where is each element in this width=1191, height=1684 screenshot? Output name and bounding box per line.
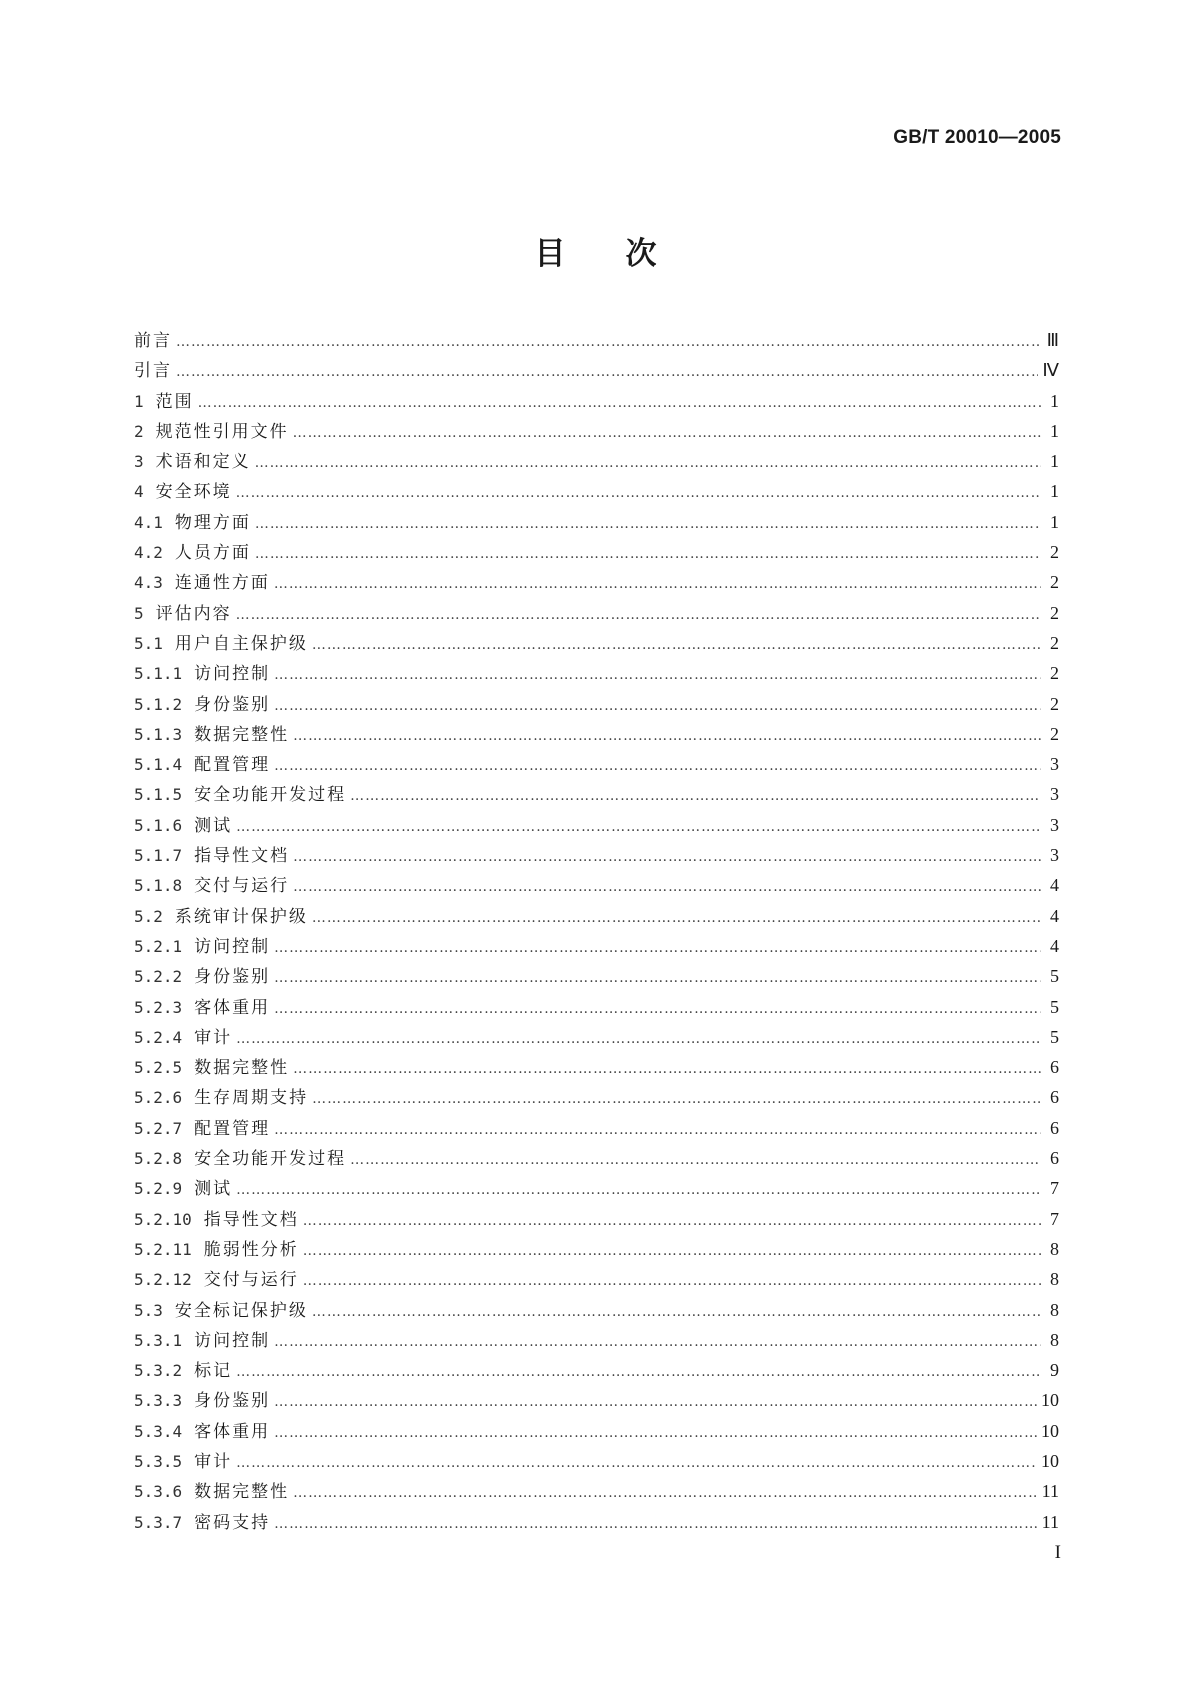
toc-dot-leader [293, 1478, 1037, 1508]
toc-entry-page: 4 [1050, 935, 1059, 956]
toc-entry-number: 5.3.2 [134, 1361, 183, 1381]
toc-entry-page: 1 [1050, 511, 1059, 532]
toc-entry-page: 4 [1050, 905, 1059, 926]
toc-entry-page: 7 [1050, 1208, 1059, 1229]
toc-entry[interactable] [134, 1204, 1059, 1234]
toc-dot-leader [274, 1418, 1037, 1448]
toc-dot-leader [303, 1206, 1041, 1236]
toc-entry[interactable] [134, 476, 1059, 506]
toc-entry-number: 5.1.2 [134, 694, 183, 714]
toc-dot-leader [255, 509, 1041, 539]
toc-entry[interactable] [134, 1446, 1059, 1476]
toc-dot-leader [274, 963, 1041, 993]
toc-entry-number: 5.2.8 [134, 1149, 183, 1169]
toc-dot-leader [255, 448, 1041, 478]
toc-entry-label: 数据完整性 [194, 1058, 290, 1079]
toc-entry[interactable] [134, 537, 1059, 567]
toc-entry-page: 8 [1050, 1238, 1059, 1259]
toc-entry-label: 物理方面 [174, 512, 251, 533]
toc-entry-number: 5.2.7 [134, 1118, 183, 1138]
toc-entry-page: 5 [1050, 966, 1059, 987]
toc-entry-number: 4.2 [134, 543, 163, 563]
toc-entry-label: 密码支持 [194, 1512, 271, 1533]
toc-entry-number: 5.1 [134, 633, 163, 653]
page-folio: I [1054, 1542, 1061, 1563]
toc-entry-number: 5.2.5 [134, 1058, 183, 1078]
toc-entry-page: 1 [1050, 451, 1059, 472]
toc-entry-number: 5.2.11 [134, 1239, 192, 1259]
toc-entry-page: 6 [1050, 1057, 1059, 1078]
toc-dot-leader [198, 388, 1041, 418]
toc-entry[interactable] [134, 1507, 1059, 1537]
toc-entry[interactable] [134, 1295, 1059, 1325]
toc-entry-page: 10 [1041, 1390, 1059, 1411]
toc-entry-label: 配置管理 [194, 755, 271, 776]
toc-entry-page: 2 [1050, 572, 1059, 593]
toc-dot-leader [274, 1115, 1041, 1145]
toc-dot-leader [176, 327, 1041, 357]
toc-entry-label: 系统审计保护级 [174, 906, 308, 927]
toc-entry[interactable] [134, 1173, 1059, 1203]
toc-dot-leader [236, 1024, 1041, 1054]
toc-dot-leader [303, 1236, 1041, 1266]
toc-dot-leader [236, 600, 1041, 630]
toc-entry-page: 10 [1041, 1420, 1059, 1441]
toc-dot-leader [293, 842, 1041, 872]
toc-dot-leader [293, 1054, 1041, 1084]
toc-entry-page: Ⅲ [1046, 330, 1059, 350]
toc-entry[interactable] [134, 1022, 1059, 1052]
toc-entry[interactable] [134, 1052, 1059, 1082]
toc-entry-label: 客体重用 [194, 1421, 271, 1442]
toc-dot-leader [274, 751, 1041, 781]
toc-entry-number: 5.1.1 [134, 664, 183, 684]
toc-entry[interactable] [134, 810, 1059, 840]
toc-dot-leader [312, 903, 1041, 933]
toc-dot-leader [303, 1266, 1041, 1296]
toc-entry-number: 5.2.4 [134, 1027, 183, 1047]
toc-entry[interactable] [134, 1325, 1059, 1355]
toc-dot-leader [293, 872, 1041, 902]
toc-entry-label: 审计 [194, 1451, 233, 1472]
toc-entry-label: 数据完整性 [194, 724, 290, 745]
toc-entry-label: 交付与运行 [194, 876, 290, 897]
toc-entry-page: 7 [1050, 1178, 1059, 1199]
toc-entry-page: 2 [1050, 693, 1059, 714]
toc-dot-leader [274, 1327, 1041, 1357]
toc-entry-number: 5.3.6 [134, 1482, 183, 1502]
toc-entry-label: 安全标记保护级 [174, 1300, 308, 1321]
toc-entry-page: 2 [1050, 723, 1059, 744]
toc-entry[interactable] [134, 446, 1059, 476]
toc-dot-leader [274, 1387, 1037, 1417]
table-of-contents [134, 325, 1059, 1537]
toc-entry-label: 审计 [194, 1027, 233, 1048]
toc-entry-number: 5.3.1 [134, 1330, 183, 1350]
toc-entry-label: 术语和定义 [155, 452, 251, 473]
toc-dot-leader [255, 539, 1041, 569]
toc-entry-label: 安全功能开发过程 [194, 1149, 347, 1170]
toc-entry[interactable] [134, 840, 1059, 870]
toc-entry-page: 4 [1050, 875, 1059, 896]
toc-entry-number: 5.1.7 [134, 846, 183, 866]
toc-entry-label: 用户自主保护级 [174, 633, 308, 654]
toc-entry-label: 引言 [134, 361, 172, 382]
toc-entry-page: 1 [1050, 481, 1059, 502]
toc-entry-page: 8 [1050, 1299, 1059, 1320]
toc-entry-label: 前言 [134, 331, 172, 351]
toc-entry-label: 指导性文档 [203, 1209, 299, 1230]
toc-entry-number: 5 [134, 603, 144, 623]
toc-entry[interactable] [134, 992, 1059, 1022]
toc-entry-label: 脆弱性分析 [203, 1239, 299, 1260]
toc-entry-label: 访问控制 [194, 936, 271, 957]
toc-entry-number: 5.2 [134, 906, 163, 926]
toc-entry[interactable] [134, 1476, 1059, 1506]
toc-dot-leader [350, 781, 1041, 811]
toc-entry[interactable] [134, 1143, 1059, 1173]
page-title: 目次 [534, 236, 717, 272]
toc-dot-leader [312, 1297, 1041, 1327]
toc-entry-number: 5.2.10 [134, 1209, 192, 1229]
toc-entry-label: 客体重用 [194, 997, 271, 1018]
toc-entry-page: 2 [1050, 542, 1059, 563]
toc-dot-leader [236, 1448, 1037, 1478]
toc-entry-label: 标记 [194, 1361, 233, 1382]
toc-entry-page: 1 [1050, 420, 1059, 441]
toc-entry-number: 5.3.7 [134, 1512, 183, 1532]
toc-entry-label: 范围 [155, 391, 194, 412]
toc-entry-number: 5.1.4 [134, 755, 183, 775]
toc-entry-number: 5.3.3 [134, 1391, 183, 1411]
toc-entry-label: 身份鉴别 [194, 1391, 271, 1412]
toc-dot-leader [236, 478, 1041, 508]
toc-dot-leader [236, 1357, 1041, 1387]
toc-entry-number: 5.3.4 [134, 1421, 183, 1441]
toc-dot-leader [350, 1145, 1041, 1175]
toc-entry-label: 安全环境 [155, 482, 232, 503]
toc-entry[interactable] [134, 901, 1059, 931]
toc-entry-page: Ⅳ [1042, 360, 1059, 381]
toc-entry-page: 3 [1050, 784, 1059, 805]
toc-dot-leader [236, 1175, 1041, 1205]
toc-entry[interactable] [134, 658, 1059, 688]
toc-entry-page: 11 [1041, 1511, 1059, 1532]
toc-entry[interactable] [134, 1355, 1059, 1385]
toc-entry-page: 2 [1050, 663, 1059, 684]
toc-dot-leader [274, 994, 1041, 1024]
toc-entry-page: 5 [1050, 996, 1059, 1017]
toc-entry[interactable] [134, 1113, 1059, 1143]
toc-entry[interactable] [134, 961, 1059, 991]
toc-entry-number: 5.1.5 [134, 785, 183, 805]
toc-entry[interactable] [134, 355, 1059, 385]
standard-code: GB/T 20010—2005 [893, 127, 1061, 148]
toc-entry-page: 3 [1050, 814, 1059, 835]
toc-entry-label: 评估内容 [155, 603, 232, 624]
toc-entry-number: 4.1 [134, 512, 163, 532]
toc-entry-page: 11 [1041, 1481, 1059, 1502]
toc-entry[interactable] [134, 416, 1059, 446]
toc-entry-label: 身份鉴别 [194, 967, 271, 988]
toc-entry[interactable] [134, 779, 1059, 809]
toc-entry-number: 5.2.9 [134, 1179, 183, 1199]
toc-entry-number: 5.2.3 [134, 997, 183, 1017]
toc-entry[interactable] [134, 1385, 1059, 1415]
toc-dot-leader [274, 569, 1041, 599]
toc-entry[interactable] [134, 628, 1059, 658]
toc-entry-page: 6 [1050, 1148, 1059, 1169]
toc-entry-number: 5.2.6 [134, 1088, 183, 1108]
toc-entry-page: 1 [1050, 390, 1059, 411]
toc-entry-page: 3 [1050, 845, 1059, 866]
toc-entry[interactable] [134, 567, 1059, 597]
toc-entry[interactable] [134, 1264, 1059, 1294]
toc-dot-leader [293, 418, 1041, 448]
toc-entry[interactable] [134, 719, 1059, 749]
toc-entry-label: 安全功能开发过程 [194, 785, 347, 806]
toc-dot-leader [274, 933, 1041, 963]
toc-entry-label: 测试 [194, 815, 233, 836]
toc-entry-label: 访问控制 [194, 1330, 271, 1351]
toc-dot-leader [293, 721, 1041, 751]
toc-entry-number: 1 [134, 391, 144, 411]
toc-entry-number: 4 [134, 482, 144, 502]
toc-entry-number: 2 [134, 421, 144, 441]
toc-entry-number: 5.1.6 [134, 815, 183, 835]
toc-dot-leader [274, 1509, 1037, 1539]
toc-entry-label: 连通性方面 [174, 573, 270, 594]
toc-entry-label: 访问控制 [194, 664, 271, 685]
toc-entry[interactable] [134, 325, 1059, 355]
toc-entry-label: 指导性文档 [194, 846, 290, 867]
toc-entry[interactable] [134, 1082, 1059, 1112]
toc-entry-page: 8 [1050, 1329, 1059, 1350]
toc-dot-leader [176, 357, 1038, 387]
toc-entry[interactable] [134, 1234, 1059, 1264]
toc-dot-leader [274, 691, 1041, 721]
toc-entry-label: 配置管理 [194, 1118, 271, 1139]
toc-entry-label: 数据完整性 [194, 1482, 290, 1503]
toc-entry[interactable] [134, 507, 1059, 537]
toc-entry-number: 5.2.2 [134, 967, 183, 987]
toc-entry[interactable] [134, 598, 1059, 628]
toc-entry[interactable] [134, 1416, 1059, 1446]
toc-entry-label: 身份鉴别 [194, 694, 271, 715]
toc-entry-label: 生存周期支持 [194, 1088, 309, 1109]
toc-dot-leader [236, 812, 1041, 842]
toc-entry-number: 5.3 [134, 1300, 163, 1320]
toc-entry-label: 规范性引用文件 [155, 421, 289, 442]
toc-entry[interactable] [134, 386, 1059, 416]
toc-entry[interactable] [134, 689, 1059, 719]
toc-entry-number: 5.2.12 [134, 1270, 192, 1290]
toc-entry-page: 3 [1050, 754, 1059, 775]
toc-entry-number: 5.1.3 [134, 724, 183, 744]
toc-entry-page: 10 [1041, 1450, 1059, 1471]
toc-entry-number: 5.1.8 [134, 876, 183, 896]
toc-entry-number: 5.3.5 [134, 1451, 183, 1471]
toc-entry-label: 测试 [194, 1179, 233, 1200]
toc-entry-page: 8 [1050, 1269, 1059, 1290]
toc-entry-page: 2 [1050, 632, 1059, 653]
toc-entry-page: 9 [1050, 1360, 1059, 1381]
toc-entry[interactable] [134, 870, 1059, 900]
toc-entry-number: 3 [134, 452, 144, 472]
toc-entry[interactable] [134, 931, 1059, 961]
toc-entry-page: 5 [1050, 1026, 1059, 1047]
toc-entry-number: 5.2.1 [134, 936, 183, 956]
toc-entry-page: 6 [1050, 1087, 1059, 1108]
toc-dot-leader [312, 630, 1041, 660]
toc-entry[interactable] [134, 749, 1059, 779]
toc-entry-number: 4.3 [134, 573, 163, 593]
toc-dot-leader [312, 1084, 1041, 1114]
toc-entry-label: 交付与运行 [203, 1270, 299, 1291]
toc-entry-page: 6 [1050, 1117, 1059, 1138]
toc-entry-page: 2 [1050, 602, 1059, 623]
toc-dot-leader [274, 660, 1041, 690]
toc-entry-label: 人员方面 [174, 543, 251, 564]
